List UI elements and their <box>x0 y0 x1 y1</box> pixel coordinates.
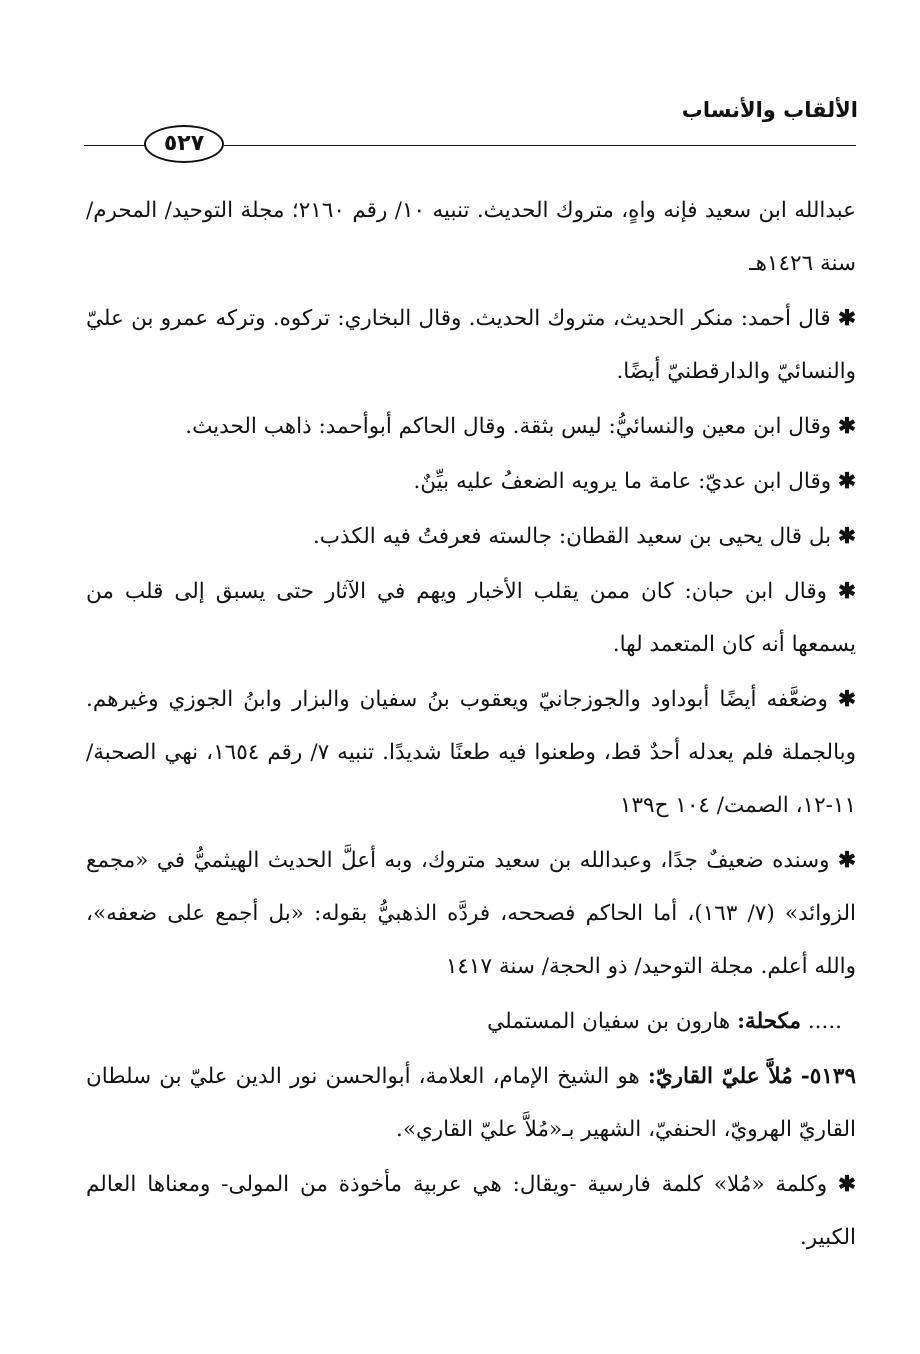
asterisk-icon: ✱ <box>837 469 856 494</box>
asterisk-icon: ✱ <box>837 579 856 604</box>
paragraph-text: وضعَّفه أيضًا أبوداود والجوزجانيّ ويعقوب بنُ سفيان والبزار وابنُ الجوزي وغيرهم. وبالجملة فلم يعدله أحدٌ قط، وطعنوا فيه طعنًا شديدًا. تنبيه ٧/ رقم ١٦٥٤، نهي الصحبة/ ١١-١٢، الصمت/ ١٠٤ ح١٣٩ <box>86 687 856 818</box>
paragraph-text: بل قال يحيى بن سعيد القطان: جالسته فعرفتُ فيه الكذب. <box>312 524 832 549</box>
entry-text: هو الشيخ الإمام، العلامة، أبوالحسن نور الدين عليّ بن سلطان القاريّ الهرويّ، الحنفيّ، الشهير بـ«مُلاَّ عليّ القاري». <box>86 1064 856 1142</box>
paragraph-4 <box>86 455 856 508</box>
entry-5139 <box>86 1050 856 1156</box>
asterisk-icon: ✱ <box>837 848 856 873</box>
asterisk-icon: ✱ <box>837 306 856 331</box>
running-head-title: الألقاب والأنساب <box>681 98 858 122</box>
kohla-text: هارون بن سفيان المستملي <box>487 1009 731 1034</box>
paragraph-7 <box>86 673 856 832</box>
paragraph-6 <box>86 565 856 671</box>
header-rule-left <box>84 145 146 146</box>
entry-number: ٥١٣٩- <box>800 1064 856 1089</box>
asterisk-icon: ✱ <box>837 687 856 712</box>
entry-name: مُلاَّ عليّ القاريّ: <box>647 1064 793 1089</box>
paragraph-3 <box>86 400 856 453</box>
asterisk-icon: ✱ <box>837 1172 856 1197</box>
kohla-label: مكحلة: <box>737 1009 801 1034</box>
paragraph-text: وقال ابن معين والنسائيُّ: ليس بثقة. وقال الحاكم أبوأحمد: ذاهب الحديث. <box>185 414 832 439</box>
paragraph-2 <box>86 292 856 398</box>
ellipsis: ..... <box>807 1009 842 1034</box>
paragraph-8 <box>86 834 856 993</box>
asterisk-icon: ✱ <box>837 414 856 439</box>
asterisk-icon: ✱ <box>837 524 856 549</box>
paragraph-1 <box>86 184 856 290</box>
paragraph-text: عبدالله ابن سعيد فإنه واهٍ، متروك الحديث. تنبيه ١٠/ رقم ٢١٦٠؛ مجلة التوحيد/ المحرم/ سنة ١٤٢٦هـ <box>86 198 856 276</box>
page-number: ٥٢٧ <box>144 125 224 163</box>
paragraph-5 <box>86 510 856 563</box>
paragraph-text: قال أحمد: منكر الحديث، متروك الحديث. وقال البخاري: تركوه. وتركه عمرو بن عليّ والنسائيّ والدارقطنيّ أيضًا. <box>86 306 856 384</box>
body-text <box>86 184 856 1266</box>
paragraph-text: وقال ابن عديّ: عامة ما يرويه الضعفُ عليه بيِّنٌ. <box>413 469 832 494</box>
header-rule-right <box>224 145 856 146</box>
paragraph-last <box>86 1158 856 1264</box>
paragraph-text: وسنده ضعيفٌ جدًا، وعبدالله بن سعيد متروك، وبه أعلَّ الحديث الهيثميُّ في «مجمع الزوائد» (٧/ ١٦٣)، أما الحاكم فصححه، فردَّه الذهبيُّ بقوله: «بل أجمع على ضعفه»، والله أعلم. مجلة التوحيد/ ذو الحجة/ سنة ١٤١٧ <box>86 848 857 979</box>
paragraph-text: وكلمة «مُلا» كلمة فارسية -ويقال: هي عربية مأخوذة من المولى- ومعناها العالم الكبير. <box>86 1172 856 1250</box>
kohla-line <box>86 995 856 1048</box>
paragraph-text: وقال ابن حبان: كان ممن يقلب الأخبار ويهم في الآثار حتى يسبق إلى قلب من يسمعها أنه كان المتعمد لها. <box>86 579 856 657</box>
